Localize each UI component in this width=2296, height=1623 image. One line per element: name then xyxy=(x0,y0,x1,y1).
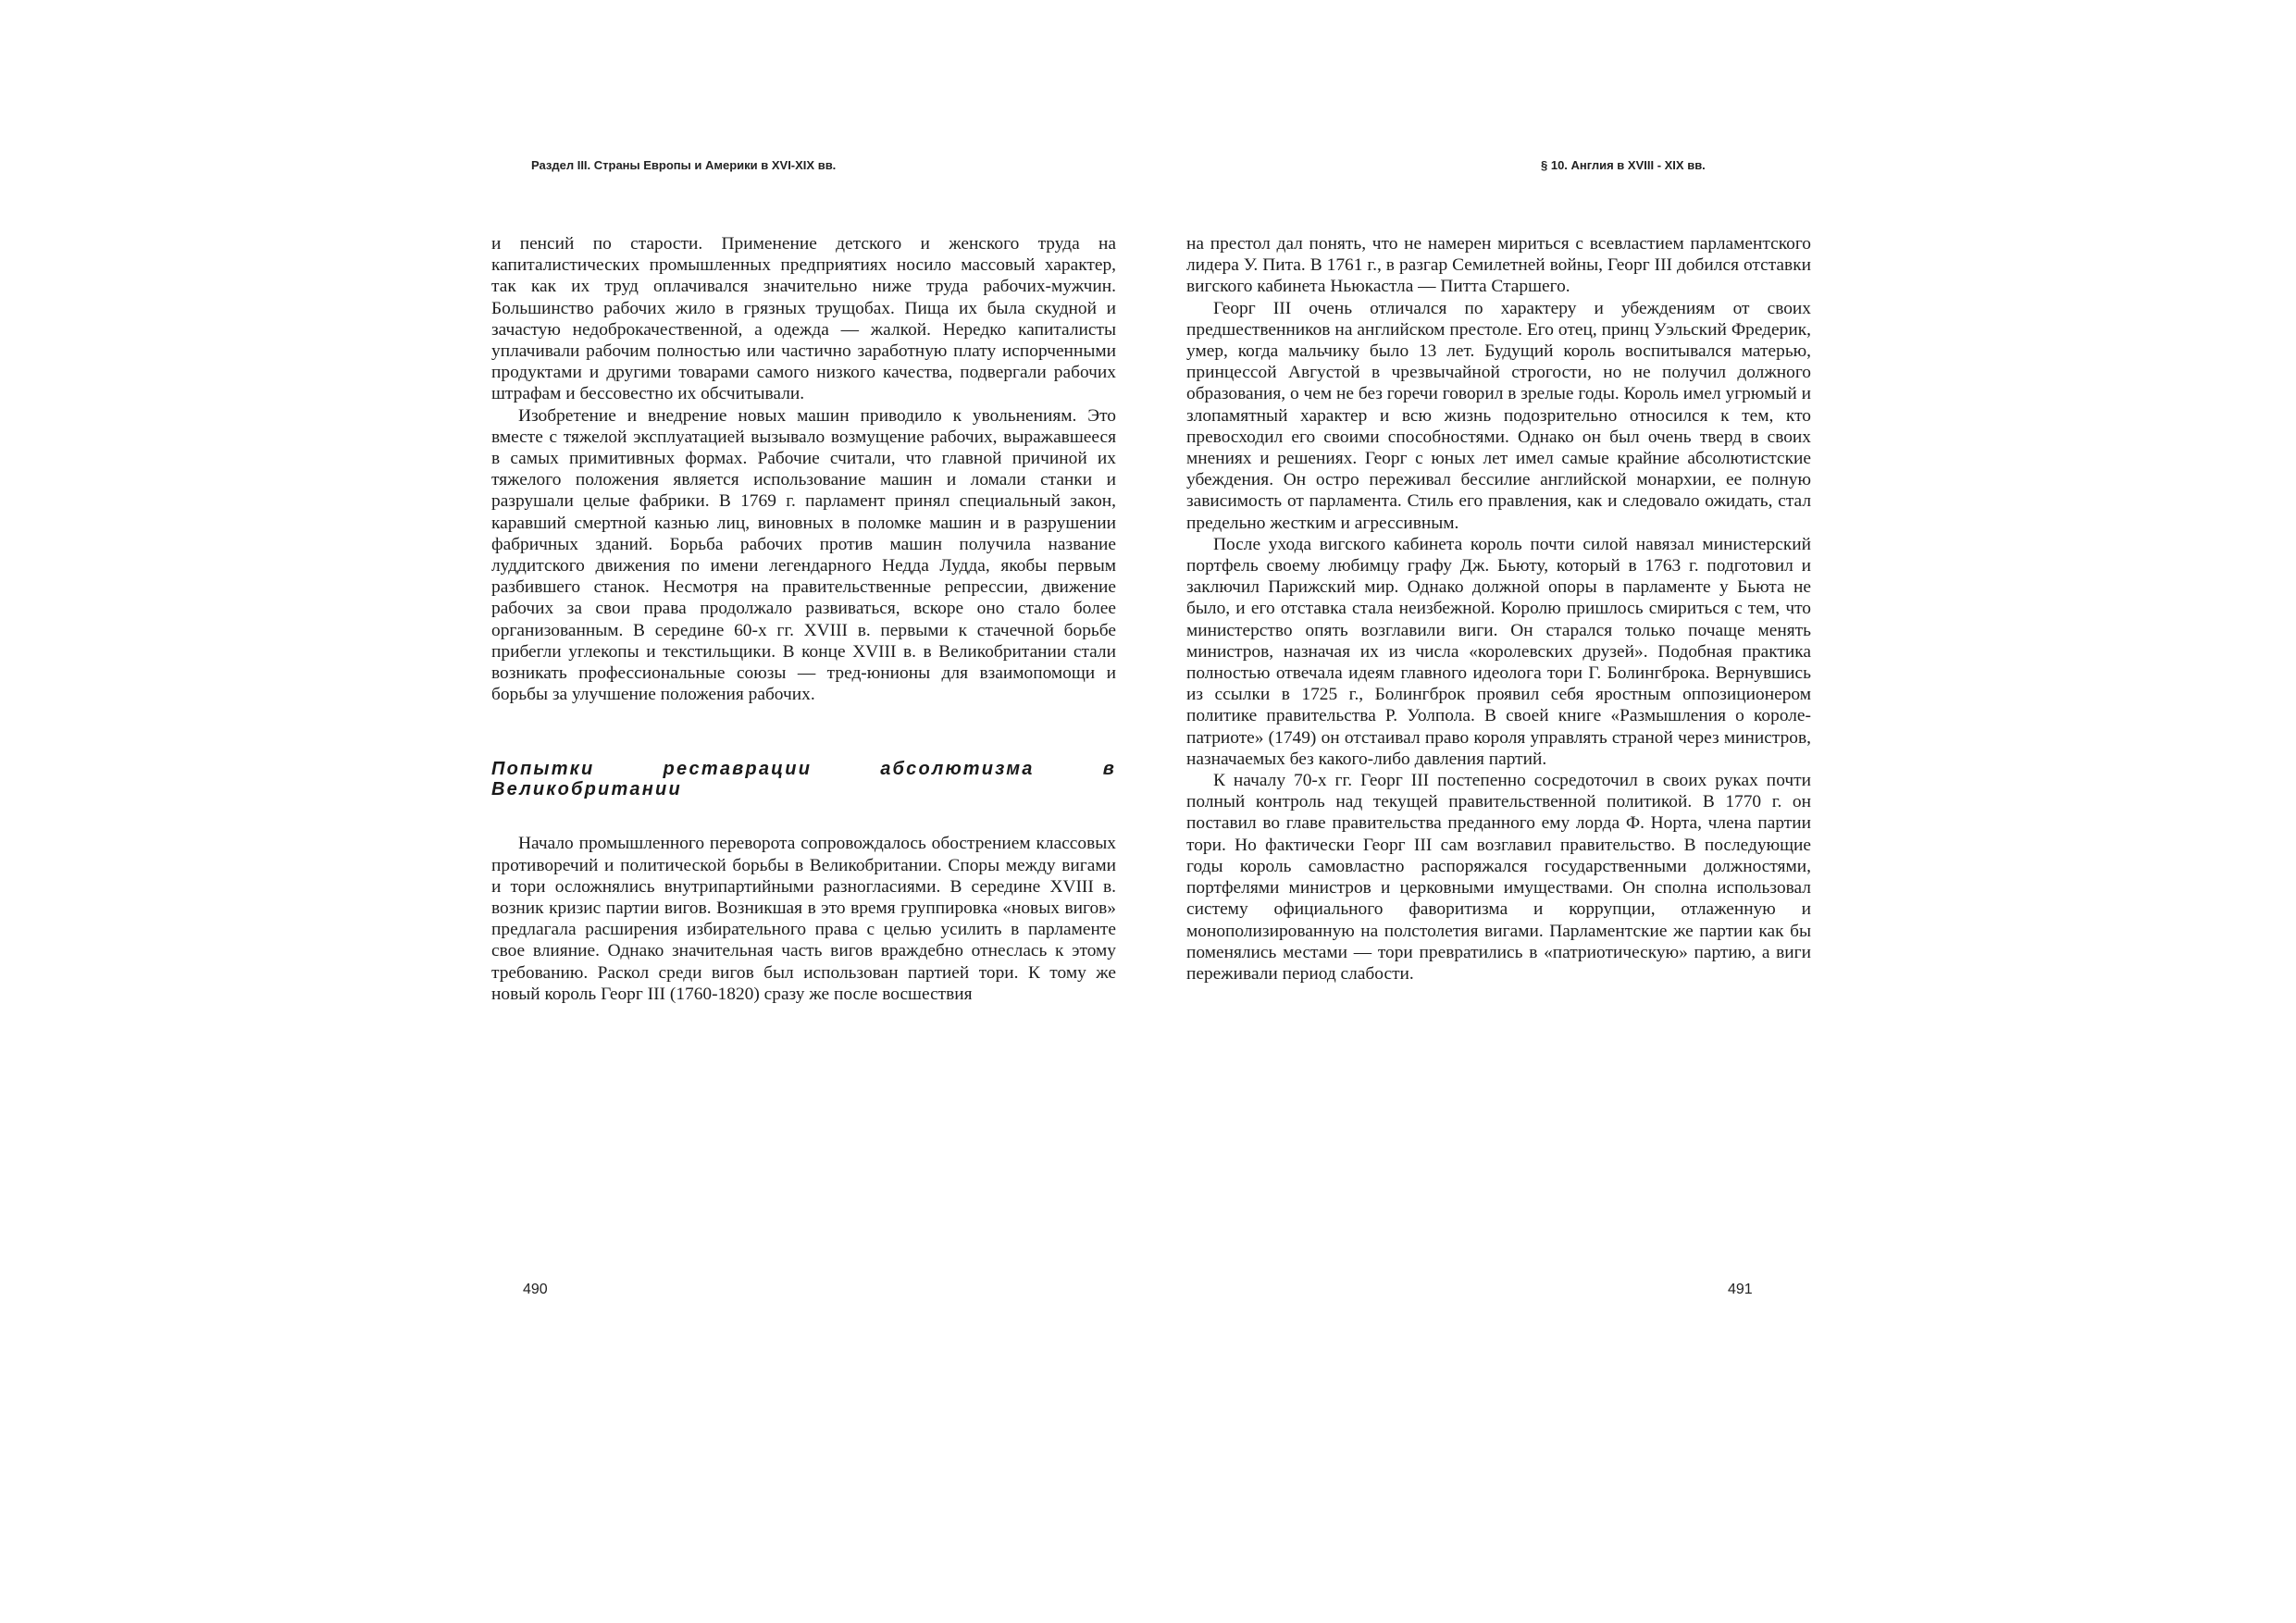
right-page xyxy=(1148,0,2296,1623)
paragraph: К началу 70-х гг. Георг III постепенно сосредоточил в своих руках почти полный контроль над текущей правительственной политикой. В 1770 г. он поставил во главе правительства преданного ему лорда Ф. Норта, члена партии тори. Но фактически Георг III сам возглавил правительство. В последующие годы король самовластно распоряжался государственными должностями, портфелями министров и церковными имуществами. Он сполна использовал систему официального фаворитизма и коррупции, отлаженную и монополизированную на полстолетия вигами. Парламентские же партии как бы поменялись местами — тори превратились в «патриотическую» партию, а виги переживали период слабости. xyxy=(1186,771,1811,984)
text-column xyxy=(491,233,1116,1005)
page-number: 490 xyxy=(523,1282,548,1297)
running-head: Раздел III. Страны Европы и Америки в XVI-XIX вв. xyxy=(531,158,837,172)
paragraph: на престол дал понять, что не намерен мириться с всевластием парламентского лидера У. Пита. В 1761 г., в разгар Семилетней войны, Георг III добился отставки вигского кабинета Ньюкастла — Питта Старшего. xyxy=(1186,234,1811,297)
paragraph: Георг III очень отличался по характеру и убеждениям от своих предшественников на английском престоле. Его отец, принц Уэльский Фредерик, умер, когда мальчику было 13 лет. Будущий король воспитывался матерью, принцессой Августой в чрезвычайной строгости, но не получил должного образования, о чем не без горечи говорил в зрелые годы. Король имел угрюмый и злопамятный характер и всю жизнь подозрительно относился к тем, кто превосходил его своими способностями. Однако он был очень тверд в своих мнениях и решениях. Георг с юных лет имел самые крайние абсолютистские убеждения. Он остро переживал бессилие английской монархии, ее полную зависимость от парламента. Стиль его правления, как и следовало ожидать, стал предельно жестким и агрессивным. xyxy=(1186,298,1811,533)
section-heading: Попытки реставрации абсолютизма в Великобритании xyxy=(491,759,1116,800)
paragraph: Изобретение и внедрение новых машин приводило к увольнениям. Это вместе с тяжелой эксплуатацией вызывало возмущение рабочих, выражавшееся в самых примитивных формах. Рабочие считали, что главной причиной их тяжелого положения является использование машин и ломали станки и разрушали целые фабрики. В 1769 г. парламент принял специальный закон, каравший смертной казнью лиц, виновных в поломке машин и в разрушении фабричных зданий. Борьба рабочих против машин получила название луддитского движения по имени легендарного Недда Лудда, якобы первым разбившего станок. Несмотря на правительственные репрессии, движение рабочих за свои права продолжало развиваться, вскоре оно стало более организованным. В середине 60-х гг. XVIII в. первыми к стачечной борьбе прибегли углекопы и текстильщики. В конце XVIII в. в Великобритании стали возникать профессиональные союзы — тред-юнионы для взаимопомощи и борьбы за улучшение положения рабочих. xyxy=(491,405,1116,705)
paragraph: После ухода вигского кабинета король почти силой навязал министерский портфель своему любимцу графу Дж. Бьюту, который в 1763 г. подготовил и заключил Парижский мир. Однако должной опоры в парламенте у Бьюта не было, и его отставка стала неизбежной. Королю пришлось смириться с тем, что министерство опять возглавили виги. Он старался только почаще менять министров, назначая их из числа «королевских друзей». Подобная практика полностью отвечала идеям главного идеолога тори Г. Болингброка. Вернувшись из ссылки в 1725 г., Болингброк проявил себя яростным оппозиционером политике правительства Р. Уолпола. В своей книге «Размышления о короле-патриоте» (1749) он отстаивал право короля управлять страной через министров, назначаемых без какого-либо давления партий. xyxy=(1186,534,1811,769)
running-head: § 10. Англия в XVIII - XIX вв. xyxy=(1541,158,1706,172)
paragraph: Начало промышленного переворота сопровождалось обострением классовых противоречий и политической борьбы в Великобритании. Споры между вигами и тори осложнялись внутрипартийными разногласиями. В середине XVIII в. возник кризис партии вигов. Возникшая в это время группировка «новых вигов» предлагала расширения избирательного права с целью усилить в парламенте свое влияние. Однако значительная часть вигов враждебно отнеслась к этому требованию. Раскол среди вигов был использован партией тори. К тому же новый король Георг III (1760-1820) сразу же после восшествия xyxy=(491,834,1116,1004)
text-column xyxy=(1186,233,1811,985)
page-number: 491 xyxy=(1728,1282,1753,1297)
paragraph: и пенсий по старости. Применение детского и женского труда на капиталистических промышленных предприятиях носило массовый характер, так как их труд оплачивался значительно ниже труда рабочих-мужчин. Большинство рабочих жило в грязных трущобах. Пища их была скудной и зачастую недоброкачественной, а одежда — жалкой. Нередко капиталисты уплачивали рабочим полностью или частично заработную плату испорченными продуктами и другими товарами самого низкого качества, подвергали рабочих штрафам и бессовестно их обсчитывали. xyxy=(491,234,1116,404)
